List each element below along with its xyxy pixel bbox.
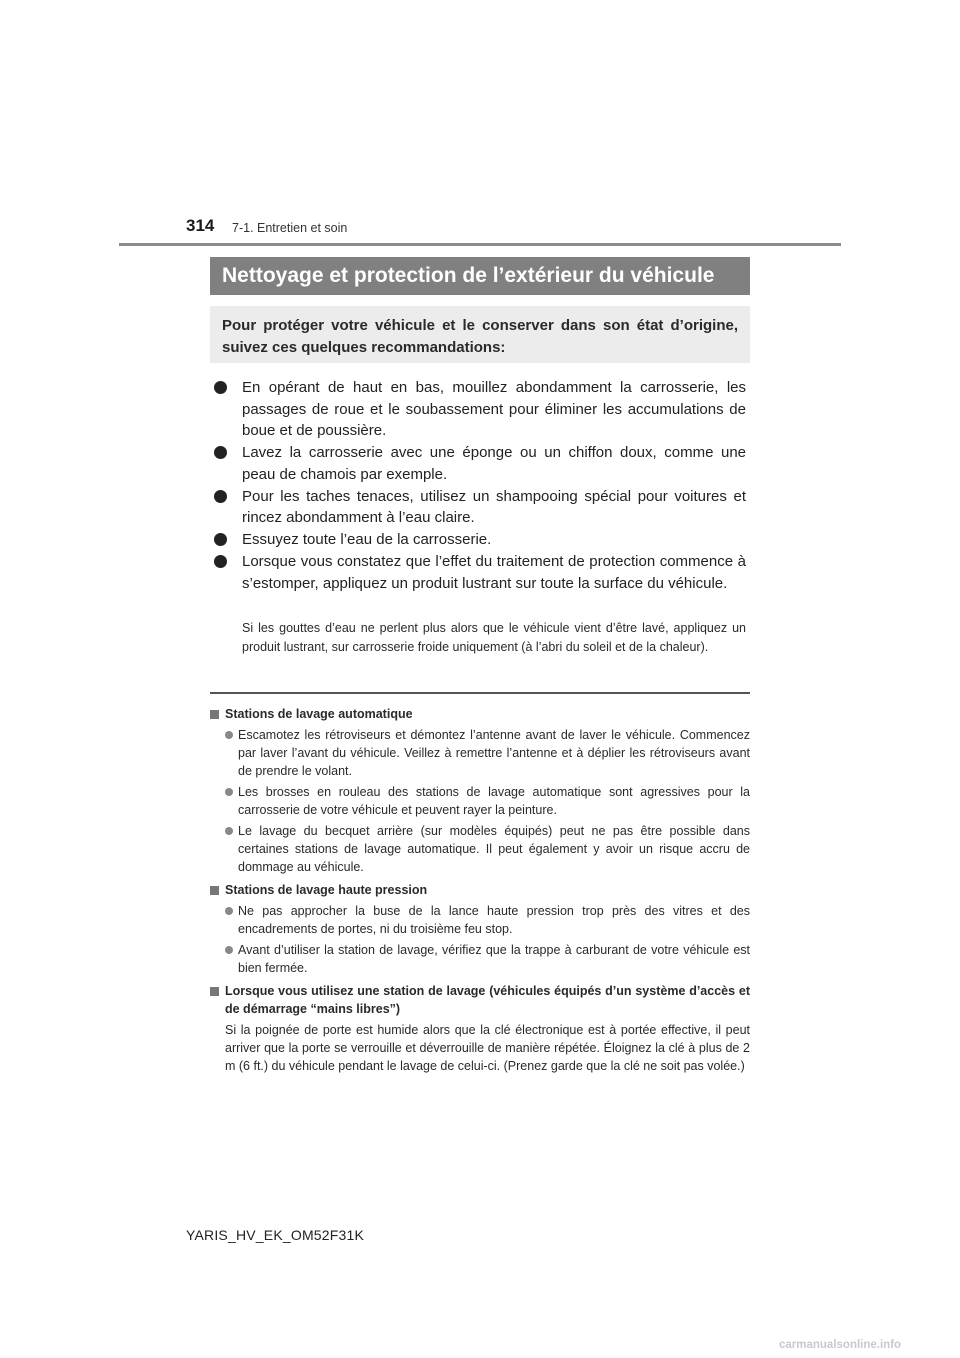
note-item-text: Le lavage du becquet arrière (sur modèles équipés) peut ne pas être possible dans certaines stations de lavage automatique. Il peut également y avoir un risque accru de dommage au véhicule. (238, 824, 750, 874)
note-heading (210, 881, 750, 899)
note-item-text: Les brosses en rouleau des stations de lavage automatique sont agressives pour la carrosserie de votre véhicule et peuvent rayer la peinture. (238, 785, 750, 817)
footer-code: YARIS_HV_EK_OM52F31K (186, 1227, 365, 1243)
bullet-icon (214, 533, 227, 546)
main-list-item (214, 529, 746, 551)
main-list-item-text: Lorsque vous constatez que l’effet du traitement de protection commence à s’estomper, appliquez un produit lustrant sur toute la surface du véhicule. (242, 553, 746, 592)
dot-bullet-icon (225, 946, 233, 954)
note-item (210, 941, 750, 977)
divider (210, 692, 750, 694)
main-note: Si les gouttes d’eau ne perlent plus alors que le véhicule vient d’être lavé, appliquez un produit lustrant, sur carrosserie froide uniquement (à l’abri du soleil et de la chaleur). (242, 621, 746, 654)
note-heading-text: Stations de lavage automatique (225, 707, 413, 721)
main-list-item (214, 377, 746, 442)
square-bullet-icon (210, 710, 219, 719)
bullet-icon (214, 555, 227, 568)
main-list-item (214, 551, 746, 594)
header-rule (119, 243, 841, 246)
section-label: 7-1. Entretien et soin (232, 221, 348, 235)
main-list-item (214, 486, 746, 529)
note-heading (210, 982, 750, 1018)
square-bullet-icon (210, 987, 219, 996)
dot-bullet-icon (225, 788, 233, 796)
main-list (214, 377, 746, 595)
note-item (210, 726, 750, 780)
square-bullet-icon (210, 886, 219, 895)
note-item (210, 783, 750, 819)
note-item-text: Escamotez les rétroviseurs et démontez l’antenne avant de laver le véhicule. Commencez par laver l’avant du véhicule. Veillez à remettre l’antenne et à déplier les rétroviseurs avant de prendre le volant. (238, 728, 750, 778)
main-list-item-text: En opérant de haut en bas, mouillez abondamment la carrosserie, les passages de roue et le soubassement pour éliminer les accumulations de boue et de poussière. (242, 379, 746, 439)
main-list-item-text: Lavez la carrosserie avec une éponge ou un chiffon doux, comme une peau de chamois par exemple. (242, 444, 746, 483)
dot-bullet-icon (225, 907, 233, 915)
note-heading (210, 705, 750, 723)
main-list-item (214, 442, 746, 485)
intro-box: Pour protéger votre véhicule et le conserver dans son état d’origine, suivez ces quelques recommandations: (210, 306, 750, 363)
page-title: Nettoyage et protection de l’extérieur du véhicule (210, 257, 750, 295)
note-item-text: Avant d’utiliser la station de lavage, vérifiez que la trappe à carburant de votre véhicule est bien fermée. (238, 943, 750, 975)
main-list-item-text: Pour les taches tenaces, utilisez un shampooing spécial pour voitures et rincez abondamment à l’eau claire. (242, 487, 746, 526)
page-number: 314 (186, 216, 215, 235)
note-item (210, 902, 750, 938)
bullet-icon (214, 381, 227, 394)
bullet-icon (214, 446, 227, 459)
watermark: carmanualsonline.info (779, 1339, 902, 1351)
note-heading-text: Stations de lavage haute pression (225, 883, 428, 897)
notes-section (210, 700, 750, 1075)
dot-bullet-icon (225, 827, 233, 835)
note-item (210, 822, 750, 876)
note-item-text: Ne pas approcher la buse de la lance haute pression trop près des vitres et des encadrements de portes, ni du troisième feu stop. (238, 904, 750, 936)
note-heading-text: Lorsque vous utilisez une station de lavage (véhicules équipés d’un système d’accès et de démarrage “mains libres”) (225, 984, 750, 1016)
dot-bullet-icon (225, 731, 233, 739)
main-list-item-text: Essuyez toute l’eau de la carrosserie. (242, 531, 492, 548)
bullet-icon (214, 490, 227, 503)
note-paragraph: Si la poignée de porte est humide alors que la clé électronique est à portée effective, il peut arriver que la porte se verrouille et déverrouille de manière répétée. Éloignez la clé à plus de 2 m (6 ft.) du véhicule pendant le lavage de celui-ci. (Prenez garde que la clé ne soit pas volée.) (225, 1023, 750, 1073)
